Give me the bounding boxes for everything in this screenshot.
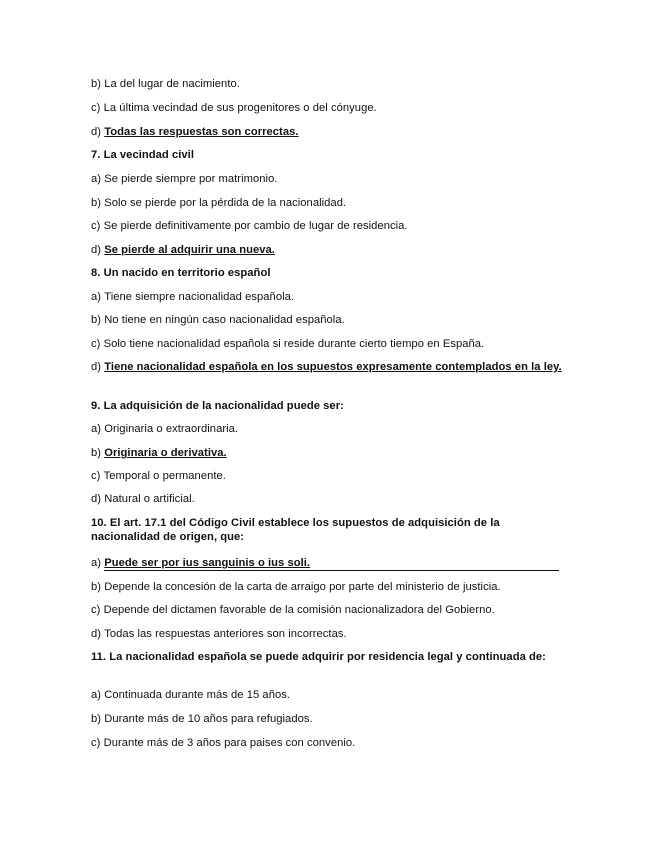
question-heading: 11. La nacionalidad española se puede adquirir por residencia legal y continuada de:	[91, 651, 546, 663]
answer-option: c) Solo tiene nacionalidad española si reside durante cierto tiempo en España.	[91, 338, 485, 350]
answer-option: c) Temporal o permanente.	[91, 470, 226, 482]
answer-option: c) Depende del dictamen favorable de la comisión nacionalizadora del Gobierno.	[91, 604, 495, 616]
answer-option: b) Depende la concesión de la carta de arraigo por parte del ministerio de justicia.	[91, 581, 501, 593]
answer-option-correct: d) Se pierde al adquirir una nueva.	[91, 244, 275, 256]
question-heading: 9. La adquisición de la nacionalidad puede ser:	[91, 400, 344, 412]
answer-option: b) No tiene en ningún caso nacionalidad española.	[91, 314, 345, 326]
answer-option-correct: d) Todas las respuestas son correctas.	[91, 126, 299, 138]
answer-option: b) Durante más de 10 años para refugiados.	[91, 713, 313, 725]
answer-option: d) Natural o artificial.	[91, 493, 195, 505]
answer-option: a) Tiene siempre nacionalidad española.	[91, 291, 295, 303]
answer-option-correct: b) Originaria o derivativa.	[91, 447, 227, 459]
answer-option: b) La del lugar de nacimiento.	[91, 78, 240, 90]
answer-option: c) La última vecindad de sus progenitores o del cónyuge.	[91, 102, 377, 114]
answer-option: a) Se pierde siempre por matrimonio.	[91, 173, 278, 185]
answer-option-correct: a) Puede ser por ius sanguinis o ius soli.	[91, 556, 566, 571]
answer-option-correct: d) Tiene nacionalidad española en los supuestos expresamente contemplados en la ley.	[91, 361, 562, 373]
question-heading: 8. Un nacido en territorio español	[91, 267, 271, 279]
answer-option: c) Se pierde definitivamente por cambio de lugar de residencia.	[91, 220, 408, 232]
answer-option: c) Durante más de 3 años para paises con convenio.	[91, 737, 356, 749]
answer-option: a) Originaria o extraordinaria.	[91, 423, 239, 435]
answer-option: a) Continuada durante más de 15 años.	[91, 689, 291, 701]
question-heading: 7. La vecindad civil	[91, 149, 194, 161]
question-heading: 10. El art. 17.1 del Código Civil establece los supuestos de adquisición de la nacionalidad de origen, que:	[91, 517, 500, 543]
answer-option: d) Todas las respuestas anteriores son incorrectas.	[91, 628, 347, 640]
answer-option: b) Solo se pierde por la pérdida de la nacionalidad.	[91, 197, 347, 209]
